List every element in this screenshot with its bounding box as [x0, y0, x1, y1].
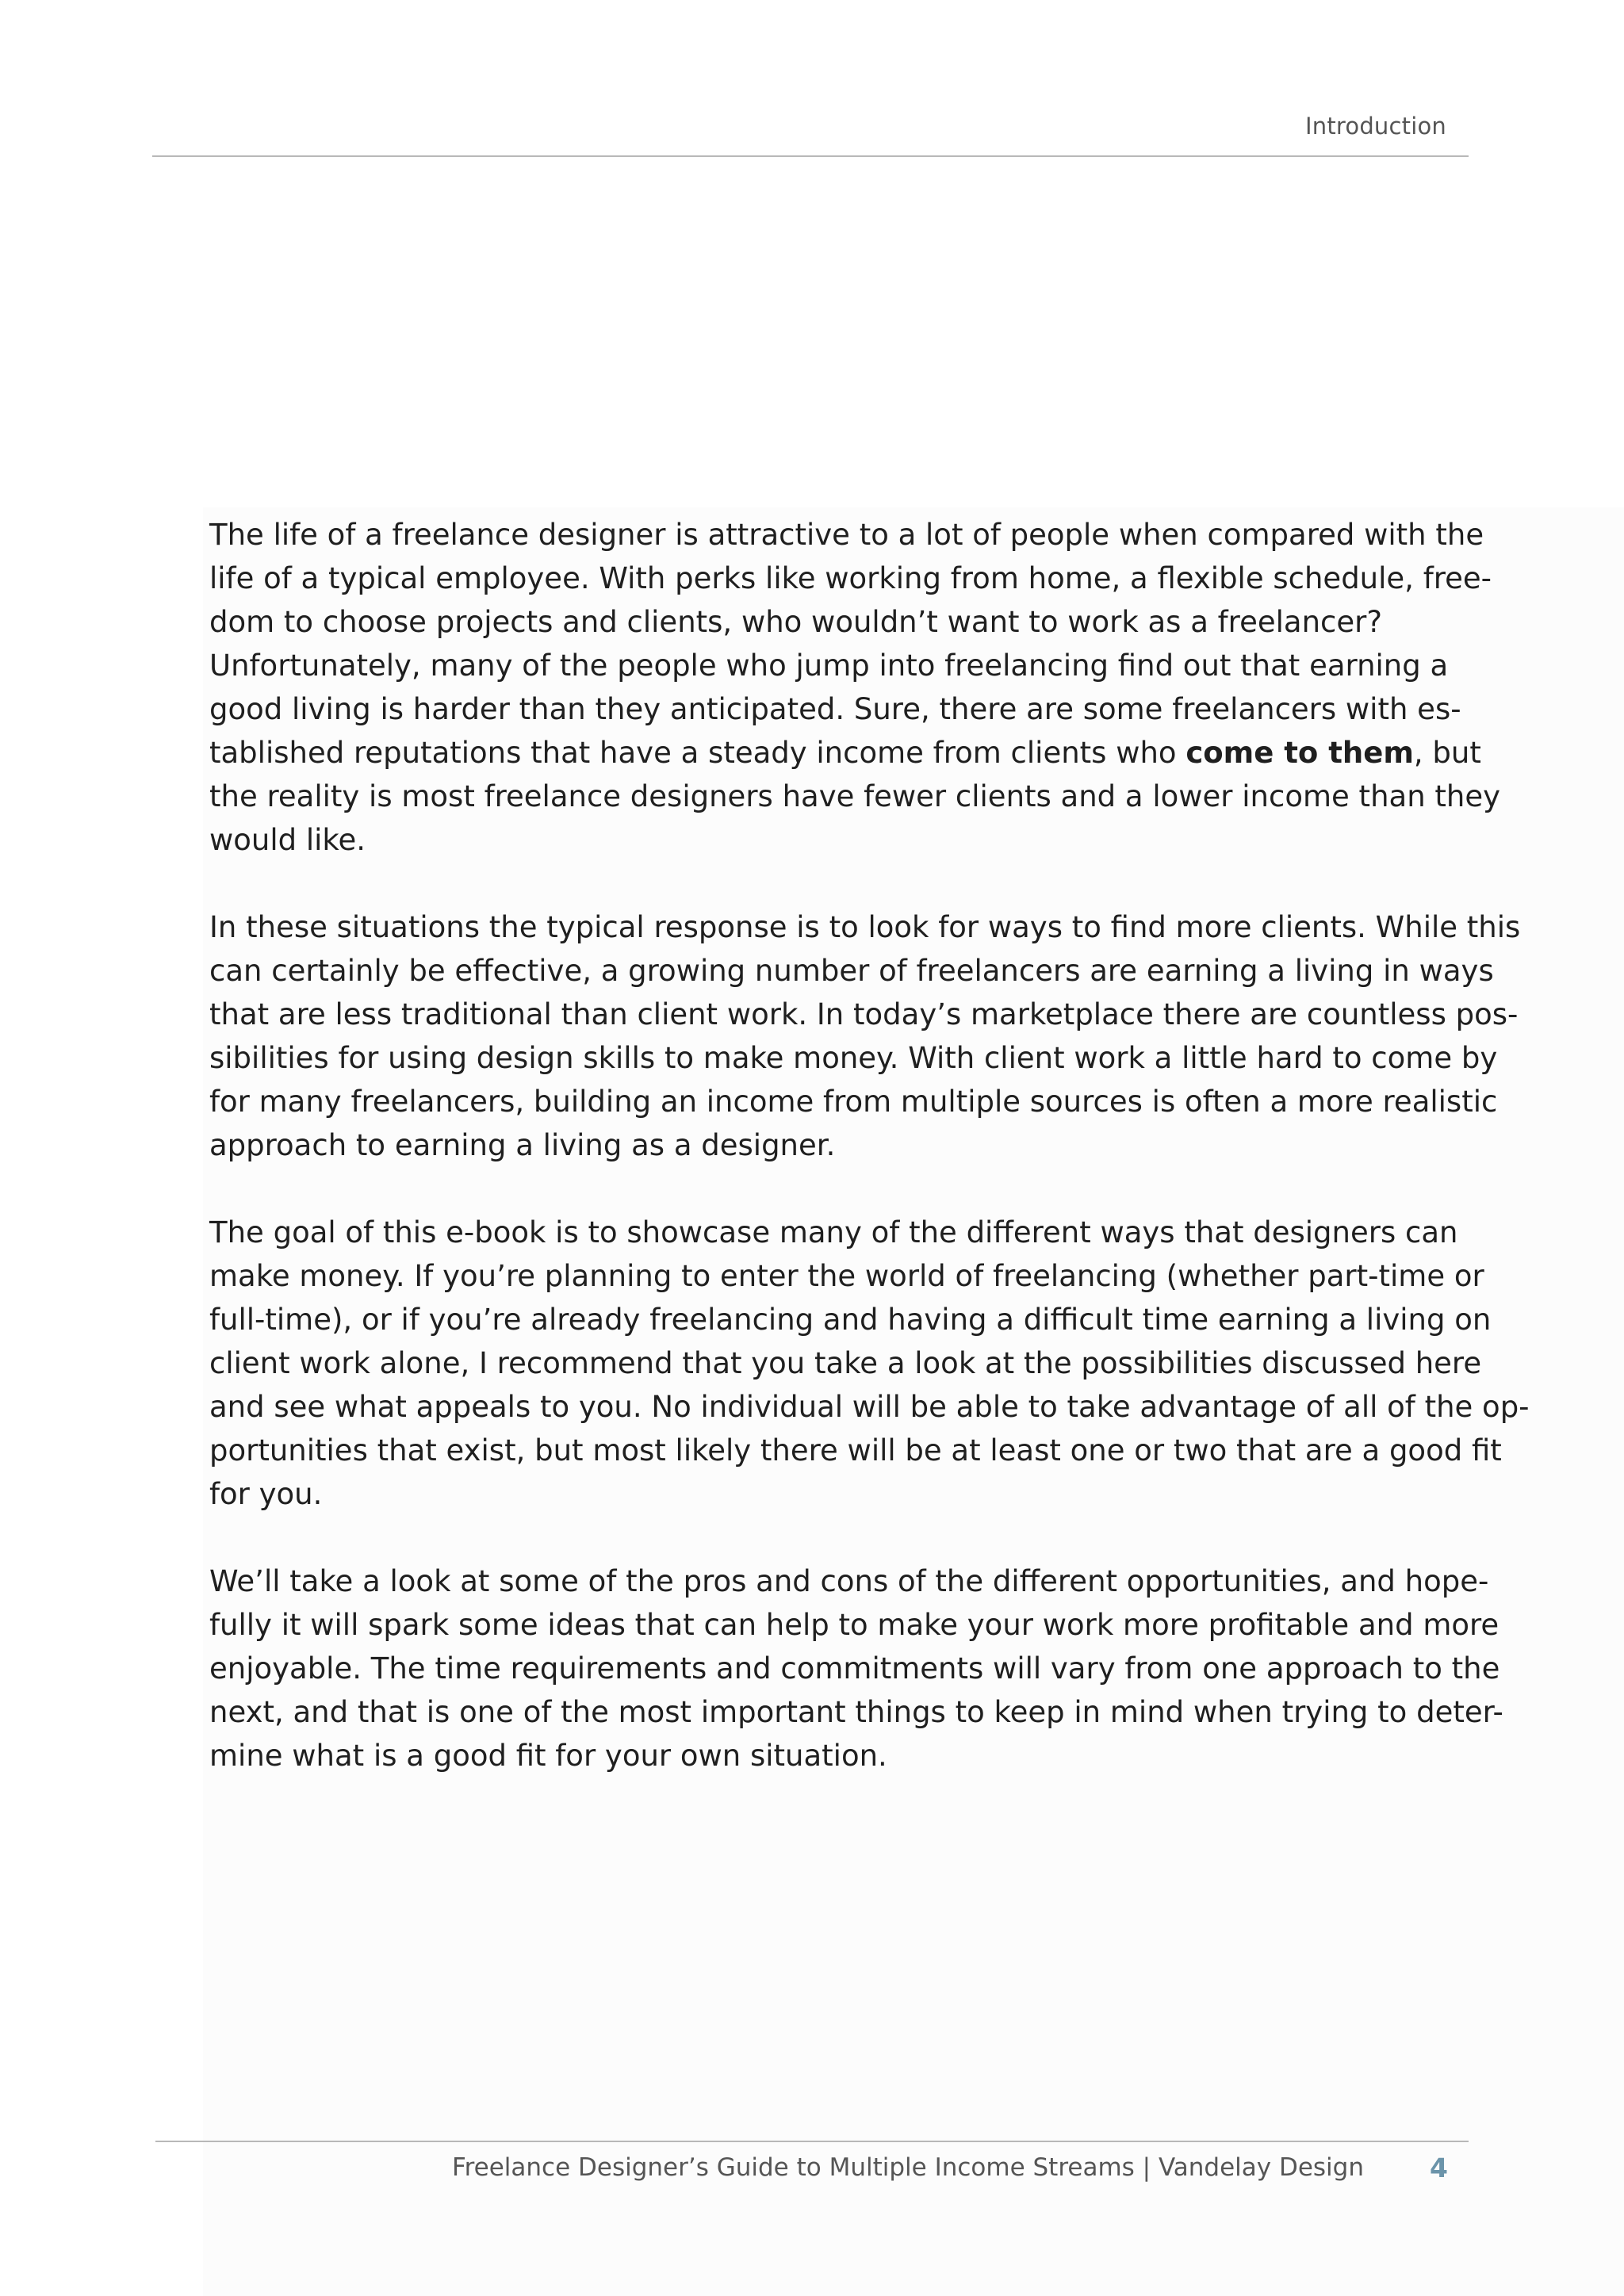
- text-line: client work alone, I recommend that you take a look at the possibilities discussed here: [209, 1346, 1482, 1380]
- body-text: [209, 513, 1530, 1821]
- text-line: the reality is most freelance designers have fewer clients and a lower income than they: [209, 779, 1501, 813]
- text-line: The goal of this e-book is to showcase many of the different ways that designers can: [209, 1215, 1458, 1249]
- text-line: mine what is a good fit for your own situation.: [209, 1739, 887, 1773]
- text-line-with-emphasis: [209, 731, 1481, 775]
- text-line: for many freelancers, building an income from multiple sources is often a more realistic: [209, 1085, 1498, 1119]
- header-section-title: Introduction: [1304, 113, 1446, 140]
- text-line: portunities that exist, but most likely there will be at least one or two that are a good fit: [209, 1433, 1502, 1468]
- footer-book-title: Freelance Designer’s Guide to Multiple Income Streams | Vandelay Design: [452, 2153, 1364, 2182]
- text-line: fully it will spark some ideas that can help to make your work more profitable and more: [209, 1608, 1500, 1642]
- page-number: 4: [1430, 2152, 1448, 2183]
- text-line: would like.: [209, 823, 366, 857]
- text-line: full-time), or if you’re already freelancing and having a difficult time earning a living on: [209, 1303, 1492, 1337]
- header-divider: [152, 155, 1469, 157]
- text-line: for you.: [209, 1477, 323, 1511]
- text-line: good living is harder than they anticipated. Sure, there are some freelancers with es-: [209, 692, 1461, 726]
- paragraph-2: [209, 905, 1521, 1167]
- text-line: and see what appeals to you. No individual will be able to take advantage of all of the op-: [209, 1390, 1530, 1424]
- text-line: sibilities for using design skills to make money. With client work a little hard to come by: [209, 1041, 1498, 1075]
- text-fragment: , but: [1413, 736, 1481, 770]
- paragraph-4: [209, 1559, 1503, 1777]
- text-line: The life of a freelance designer is attractive to a lot of people when compared with the: [209, 518, 1484, 552]
- text-line: dom to choose projects and clients, who wouldn’t want to work as a freelancer?: [209, 605, 1382, 639]
- paragraph-1: [209, 513, 1501, 862]
- text-line: can certainly be effective, a growing number of freelancers are earning a living in ways: [209, 954, 1494, 988]
- text-fragment: tablished reputations that have a steady income from clients who: [209, 736, 1186, 770]
- page-footer: [155, 2141, 1469, 2188]
- text-line: make money. If you’re planning to enter the world of freelancing (whether part-time or: [209, 1259, 1484, 1293]
- text-line: We’ll take a look at some of the pros and cons of the different opportunities, and hope-: [209, 1564, 1489, 1598]
- text-line: next, and that is one of the most important things to keep in mind when trying to deter-: [209, 1695, 1503, 1729]
- footer-divider: [155, 2141, 1469, 2142]
- bold-phrase: come to them: [1185, 736, 1414, 770]
- text-line: life of a typical employee. With perks like working from home, a flexible schedule, free-: [209, 561, 1492, 595]
- text-line: enjoyable. The time requirements and commitments will vary from one approach to the: [209, 1651, 1500, 1686]
- text-line: approach to earning a living as a designer.: [209, 1128, 836, 1162]
- text-line: In these situations the typical response is to look for ways to find more clients. While this: [209, 910, 1521, 944]
- page-header: [152, 109, 1469, 157]
- paragraph-3: [209, 1211, 1530, 1516]
- text-line: that are less traditional than client work. In today’s marketplace there are countless pos-: [209, 997, 1519, 1031]
- text-line: Unfortunately, many of the people who jump into freelancing find out that earning a: [209, 649, 1449, 683]
